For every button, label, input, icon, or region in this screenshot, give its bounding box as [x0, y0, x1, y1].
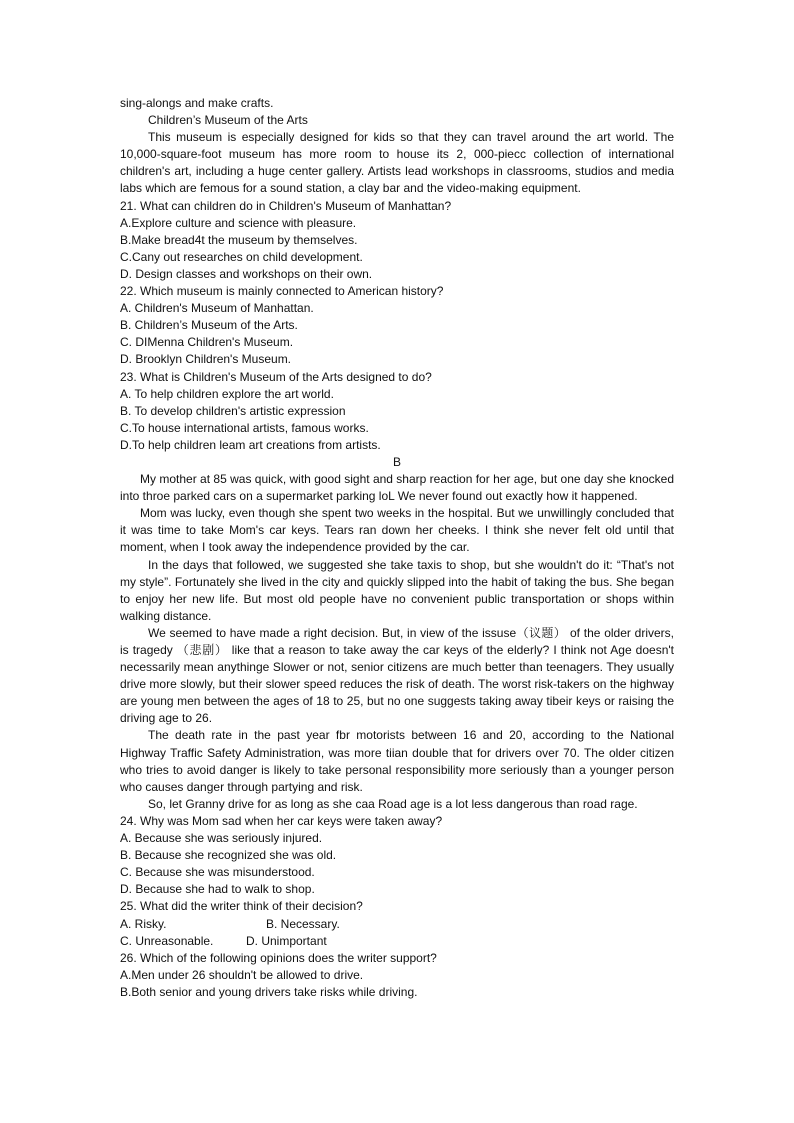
question-stem: 26. Which of the following opinions does the writer support?: [120, 950, 437, 965]
option-b: B. Necessary.: [266, 916, 340, 931]
option-b: B.Make bread4t the museum by themselves.: [120, 232, 358, 247]
option-b: B.Both senior and young drivers take risks while driving.: [120, 984, 418, 999]
question-23: [120, 369, 674, 454]
passage-b-paragraph-4: We seemed to have made a right decision. But, in view of the issuse（议题） of the older drivers, is tragedy （悲剧） like that a reason to take away the car keys of the elderly? I think not Age doesn't necessarily mean anythinge Slower or not, senior citizens are much better than teenagers. They usually drive more slowly, but their slower speed reduces the risk of death. The worst risk-takers on the highway are young men between the ages of 18 to 25, but no one suggests taking away tibeir keys or raising the driving age to 26.: [120, 625, 674, 726]
passage-b-paragraph-1: My mother at 85 was quick, with good sight and sharp reaction for her age, but one day she knocked into throe parked cars on a supermarket parking loL We never found out exactly how it happened.: [120, 472, 674, 504]
option-a: A.Men under 26 shouldn't be allowed to drive.: [120, 967, 364, 982]
option-b: B. To develop children's artistic expression: [120, 403, 346, 418]
exam-page: [120, 95, 674, 1001]
option-a: A. Children's Museum of Manhattan.: [120, 301, 314, 316]
question-stem: 24. Why was Mom sad when her car keys were taken away?: [120, 813, 443, 828]
option-d: D.To help children leam art creations from artists.: [120, 437, 381, 452]
museum-description: This museum is especially designed for kids so that they can travel around the art world. The 10,000-square-foot museum has more room to house its 2, 000-piecc collection of international children's art, including a huge center gallery. Artists lead workshops in classrooms, studios and media labs which are femous for a sound station, a clay bar and the video-making equipment.: [120, 130, 674, 196]
option-d: D. Brooklyn Children's Museum.: [120, 352, 292, 367]
question-stem: 23. What is Children's Museum of the Arts designed to do?: [120, 369, 432, 384]
option-d: D. Because she had to walk to shop.: [120, 882, 315, 897]
passage-b-paragraph-5: The death rate in the past year fbr motorists between 16 and 20, according to the National Highway Traffic Safety Administration, was more tiian double that for drivers over 70. The older citizen who tries to avoid danger is likely to take personal responsibility more seriously than a younger person who causes danger through partying and risk.: [120, 728, 674, 794]
museum-title: Children’s Museum of the Arts: [148, 113, 308, 128]
question-24: [120, 813, 674, 898]
question-stem: 22. Which museum is mainly connected to American history?: [120, 284, 444, 299]
passage-b-paragraph-2: Mom was lucky, even though she spent two weeks in the hospital. But we unwillingly concluded that it was time to take Mom's car keys. Tears ran down her cheeks. I think she never felt old until that moment, when I took away the independence provided by the car.: [120, 506, 674, 555]
options-row-ab: [120, 916, 674, 933]
section-b-label: B: [392, 454, 401, 469]
option-d: D. Design classes and workshops on their own.: [120, 266, 373, 281]
option-d: D. Unimportant: [246, 933, 327, 948]
question-21: [120, 198, 674, 283]
question-stem: 25. What did the writer think of their decision?: [120, 899, 363, 914]
option-b: B. Because she recognized she was old.: [120, 848, 337, 863]
question-25: [120, 898, 674, 949]
option-c: C. Unreasonable.: [120, 933, 214, 948]
passage-b-paragraph-3: In the days that followed, we suggested she take taxis to shop, but she wouldn't do it: “That's not my style”. Fortunately she lived in the city and quickly slipped into the habit of taking the bus. She began to enjoy her new life. But most old people have no convenient public transportation or shops within walking distance.: [120, 557, 674, 623]
options-row-cd: [120, 933, 674, 950]
option-c: C. Because she was misunderstood.: [120, 865, 315, 880]
option-b: B. Children’s Museum of the Arts.: [120, 318, 298, 333]
question-26: [120, 950, 674, 1001]
option-a: A. Risky.: [120, 916, 167, 931]
option-c: C.To house international artists, famous works.: [120, 420, 369, 435]
option-a: A.Explore culture and science with pleasure.: [120, 215, 357, 230]
question-22: [120, 283, 674, 368]
option-c: C. DIMenna Children's Museum.: [120, 335, 294, 350]
option-a: A. Because she was seriously injured.: [120, 831, 323, 846]
option-a: A. To help children explore the art world.: [120, 386, 334, 401]
passage-b-paragraph-6: So, let Granny drive for as long as she caa Road age is a lot less dangerous than road rage.: [148, 796, 638, 811]
option-c: C.Cany out researches on child development.: [120, 249, 363, 264]
question-stem: 21. What can children do in Children's Museum of Manhattan?: [120, 198, 452, 213]
passage-a-tail-line: sing-alongs and make crafts.: [120, 96, 274, 110]
